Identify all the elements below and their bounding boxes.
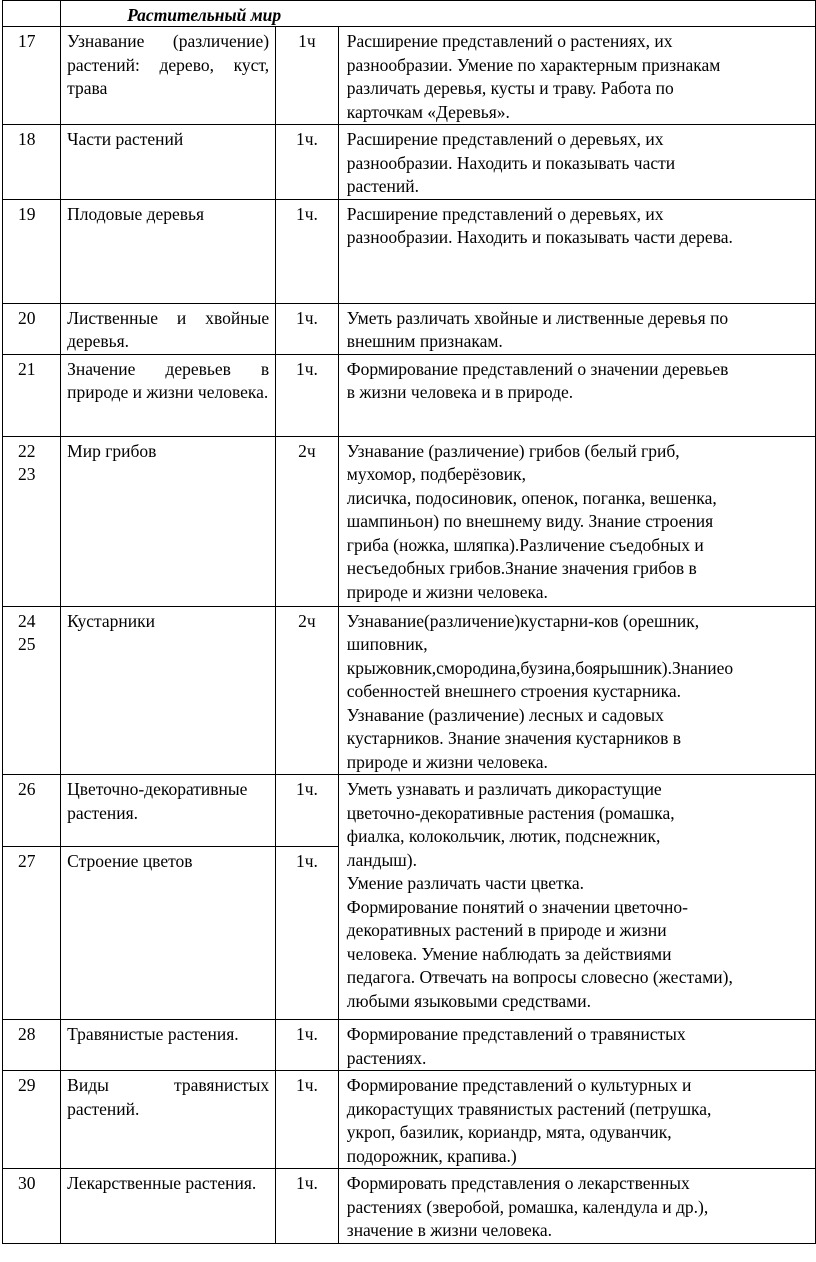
row-number: 19 — [3, 199, 61, 303]
curriculum-table — [2, 0, 816, 1244]
description-line: Уметь различать хвойные и лиственные деревья по — [346, 307, 729, 328]
row-hours: 1ч. — [276, 303, 339, 354]
row-hours: 1ч. — [276, 354, 339, 436]
table-row — [3, 606, 816, 775]
description-line: внешним признакам. — [346, 331, 503, 351]
description-line: человека. Умение наблюдать за действиями — [346, 943, 672, 964]
description-line: разнообразии. Находить и показывать части — [346, 152, 676, 173]
description-line: Формирование представлений о травянистых — [346, 1024, 686, 1044]
row-number: 22 23 — [3, 436, 61, 606]
description-line: шиповник, — [346, 634, 428, 654]
description-line: в жизни человека и в природе. — [346, 382, 574, 402]
row-topic: Лекарственные растения. — [61, 1169, 276, 1244]
description-line: Формирование понятий о значении цветочно- — [346, 896, 688, 917]
row-description — [338, 303, 815, 354]
row-number: 28 — [3, 1020, 61, 1071]
description-line: Формирование представлений о значении деревьев — [346, 358, 729, 379]
description-line: декоративных растений в природе и жизни — [346, 920, 667, 940]
description-line: Формировать представления о лекарственных — [346, 1173, 690, 1193]
description-line: Узнавание (различение) грибов (белый гриб, — [346, 440, 680, 461]
description-line: кустарников. Знание значения кустарников в — [346, 728, 682, 748]
table-row — [3, 125, 816, 200]
row-topic: Кустарники — [61, 606, 276, 775]
description-line: растений. — [346, 176, 419, 196]
row-description — [338, 1071, 815, 1169]
description-line: различать деревья, кусты и траву. Работа по — [346, 78, 674, 98]
description-line: Узнавание (различение) лесных и садовых — [346, 704, 664, 725]
description-line: разнообразии. Умение по характерным признакам — [346, 54, 721, 75]
row-hours: 1ч. — [276, 1071, 339, 1169]
description-line: Расширение представлений о растениях, их — [346, 31, 673, 51]
row-number: 26 — [3, 775, 61, 847]
row-number: 27 — [3, 847, 61, 1020]
description-line: подорожник, крапива.) — [346, 1145, 517, 1166]
row-number: 20 — [3, 303, 61, 354]
section-title: Растительный мир — [61, 1, 816, 27]
row-description — [338, 1169, 815, 1244]
row-topic: Плодовые деревья — [61, 199, 276, 303]
description-line: педагога. Отвечать на вопросы словесно (жестами), — [346, 967, 733, 987]
row-hours: 1ч — [276, 27, 339, 125]
description-line: карточкам «Деревья». — [346, 101, 510, 122]
description-line: цветочно-декоративные растения (ромашка, — [346, 802, 675, 823]
row-description — [338, 354, 815, 436]
description-line: растениях. — [346, 1047, 427, 1068]
row-number: 29 — [3, 1071, 61, 1169]
description-line: лисичка, подосиновик, опенок, поганка, вешенка, — [346, 487, 717, 508]
description-line: укроп, базилик, кориандр, мята, одуванчик, — [346, 1122, 672, 1142]
row-description — [338, 436, 815, 606]
row-topic: Цветочно-декоративные растения. — [61, 775, 276, 847]
row-topic: Узнавание (различение) растений: дерево, куст, трава — [61, 27, 276, 125]
table-row — [3, 354, 816, 436]
row-topic: Лиственные и хвойные деревья. — [61, 303, 276, 354]
row-hours: 1ч. — [276, 1020, 339, 1071]
description-line: фиалка, колокольчик, лютик, подснежник, — [346, 826, 661, 846]
table-row — [3, 436, 816, 606]
description-line: любыми языковыми средствами. — [346, 990, 591, 1011]
description-line: Формирование представлений о культурных и — [346, 1075, 692, 1095]
row-hours: 2ч — [276, 436, 339, 606]
row-hours: 1ч. — [276, 1169, 339, 1244]
row-hours: 2ч — [276, 606, 339, 775]
row-topic: Мир грибов — [61, 436, 276, 606]
row-description — [338, 199, 815, 303]
description-line: дикорастущих травянистых растений (петрушка, — [346, 1098, 712, 1119]
row-number: 18 — [3, 125, 61, 200]
row-number: 21 — [3, 354, 61, 436]
row-topic: Части растений — [61, 125, 276, 200]
row-topic: Строение цветов — [61, 847, 276, 1020]
description-line: гриба (ножка, шляпка).Различение съедобных и — [346, 534, 704, 555]
description-line: мухомор, подберёзовик, — [346, 464, 526, 484]
table-row — [3, 303, 816, 354]
description-line: разнообразии. Находить и показывать части дерева. — [346, 227, 733, 247]
table-row — [3, 775, 816, 847]
row-description — [338, 775, 815, 1020]
row-description — [338, 606, 815, 775]
section-header-row — [3, 1, 816, 27]
row-hours: 1ч. — [276, 775, 339, 847]
description-line: Узнавание(различение)кустарни-ков (орешник, — [346, 610, 700, 631]
description-line: природе и жизни человека. — [346, 751, 548, 772]
row-hours: 1ч. — [276, 199, 339, 303]
description-line: Расширение представлений о деревьях, их — [346, 129, 664, 149]
row-topic: Травянистые растения. — [61, 1020, 276, 1071]
description-line: ландыш). — [346, 849, 417, 870]
description-line: несъедобных грибов.Знание значения грибов в — [346, 558, 697, 578]
table-row — [3, 27, 816, 125]
table-row — [3, 1020, 816, 1071]
row-topic: Значение деревьев в природе и жизни человека. — [61, 354, 276, 436]
row-number: 24 25 — [3, 606, 61, 775]
row-number: 17 — [3, 27, 61, 125]
table-row — [3, 199, 816, 303]
description-line: Расширение представлений о деревьях, их — [346, 203, 664, 224]
row-hours: 1ч. — [276, 847, 339, 1020]
description-line: шампиньон) по внешнему виду. Знание строения — [346, 511, 714, 531]
row-description — [338, 1020, 815, 1071]
row-topic: Виды травянистых растений. — [61, 1071, 276, 1169]
table-row — [3, 1169, 816, 1244]
description-line: Уметь узнавать и различать дикорастущие — [346, 779, 662, 799]
row-description — [338, 125, 815, 200]
description-line: природе и жизни человека. — [346, 581, 548, 602]
description-line: крыжовник,смородина,бузина,боярышник).Знаниео — [346, 657, 734, 678]
description-line: значение в жизни человека. — [346, 1220, 553, 1240]
row-description — [338, 27, 815, 125]
description-line: растениях (зверобой, ромашка, календула и др.), — [346, 1196, 709, 1217]
row-number: 30 — [3, 1169, 61, 1244]
description-line: собенностей внешнего строения кустарника. — [346, 681, 681, 701]
row-hours: 1ч. — [276, 125, 339, 200]
description-line: Умение различать части цветка. — [346, 873, 585, 893]
table-row — [3, 1071, 816, 1169]
